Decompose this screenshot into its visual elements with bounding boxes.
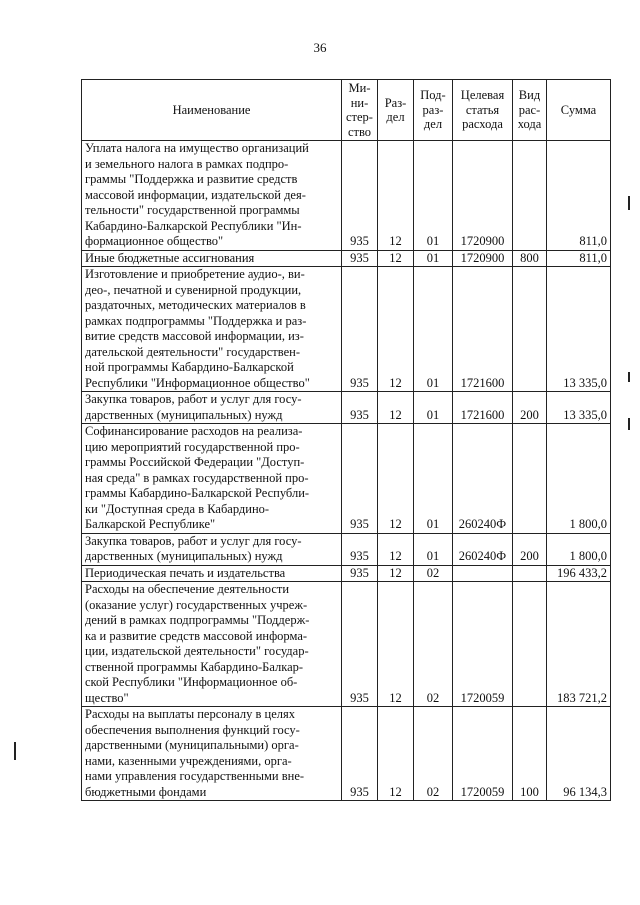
scan-mark	[628, 196, 630, 210]
row-subsection-cell: 01	[414, 533, 453, 565]
table-row	[82, 707, 611, 801]
row-name-cell: Закупка товаров, работ и услуг для госу- дарственных (муниципальных) нужд	[82, 392, 342, 424]
row-target-article-cell: 1721600	[453, 392, 513, 424]
row-ministry-cell: 935	[342, 533, 378, 565]
scan-mark	[628, 418, 630, 430]
row-target-article-cell: 1720059	[453, 582, 513, 707]
row-name-cell: Расходы на обеспечение деятельности (оказание услуг) государственных учреж- дений в рамках подпрограммы "Поддерж- ка и развитие средств массовой информа- ции, издательской деятельности" государ- ственной программы Кабардино-Балкар- ской Республики "Информационное об- щество"	[82, 582, 342, 707]
header-expense-type: Вид рас- хода	[513, 80, 547, 141]
row-expense-type-cell: 800	[513, 250, 547, 267]
row-section-cell: 12	[378, 533, 414, 565]
row-target-article-cell: 1721600	[453, 267, 513, 392]
header-name: Наименование	[82, 80, 342, 141]
row-name-cell: Изготовление и приобретение аудио-, ви- део-, печатной и сувенирной продукции, раздаточных, методических материалов в рамках подпрограммы "Поддержка и раз- витие средств массовой информации, из- дательской деятельности" государствен- ной программы Кабардино-Балкарской Республики "Информационное общество"	[82, 267, 342, 392]
row-section-cell: 12	[378, 582, 414, 707]
row-target-article-cell: 1720059	[453, 707, 513, 801]
row-sum-cell: 811,0	[547, 141, 611, 251]
table-row	[82, 392, 611, 424]
row-expense-type-cell: 100	[513, 707, 547, 801]
header-target-article: Целевая статья расхода	[453, 80, 513, 141]
row-expense-type-cell: 200	[513, 392, 547, 424]
row-expense-type-cell	[513, 267, 547, 392]
row-subsection-cell: 02	[414, 707, 453, 801]
table-header-row	[82, 80, 611, 141]
row-section-cell: 12	[378, 707, 414, 801]
row-target-article-cell	[453, 565, 513, 582]
row-name-cell: Иные бюджетные ассигнования	[82, 250, 342, 267]
row-subsection-cell: 01	[414, 250, 453, 267]
row-expense-type-cell	[513, 582, 547, 707]
table-body	[82, 141, 611, 801]
row-section-cell: 12	[378, 424, 414, 534]
row-section-cell: 12	[378, 392, 414, 424]
row-sum-cell: 13 335,0	[547, 267, 611, 392]
row-name-cell: Уплата налога на имущество организаций и земельного налога в рамках подпро- граммы "Поддержка и развитие средств массовой информации, издательской дея- тельности" государственной программы Кабардино-Балкарской Республики "Ин- формационное общество"	[82, 141, 342, 251]
table-row	[82, 267, 611, 392]
header-subsection: Под- раз- дел	[414, 80, 453, 141]
row-ministry-cell: 935	[342, 424, 378, 534]
row-expense-type-cell	[513, 565, 547, 582]
header-section: Раз- дел	[378, 80, 414, 141]
header-sum: Сумма	[547, 80, 611, 141]
row-ministry-cell: 935	[342, 707, 378, 801]
page-number: 36	[313, 40, 327, 55]
row-name-cell: Расходы на выплаты персоналу в целях обеспечения выполнения функций госу- дарственными (муниципальными) орга- нами, казенными учреждениями, орга- нами управления государственными вне- бюджетными фондами	[82, 707, 342, 801]
row-subsection-cell: 02	[414, 565, 453, 582]
row-sum-cell: 96 134,3	[547, 707, 611, 801]
header-ministry: Ми- ни- стер- ство	[342, 80, 378, 141]
row-section-cell: 12	[378, 141, 414, 251]
row-sum-cell: 13 335,0	[547, 392, 611, 424]
row-ministry-cell: 935	[342, 250, 378, 267]
row-sum-cell: 1 800,0	[547, 533, 611, 565]
table-row	[82, 424, 611, 534]
row-subsection-cell: 01	[414, 424, 453, 534]
table-row	[82, 141, 611, 251]
row-expense-type-cell	[513, 424, 547, 534]
row-name-cell: Софинансирование расходов на реализа- цию мероприятий государственной про- граммы Российской Федерации "Доступ- ная среда" в рамках государственной про- граммы Кабардино-Балкарской Республи- ки "Доступная среда в Кабардино- Балкарской Республике"	[82, 424, 342, 534]
row-subsection-cell: 01	[414, 141, 453, 251]
row-target-article-cell: 1720900	[453, 141, 513, 251]
row-name-cell: Закупка товаров, работ и услуг для госу- дарственных (муниципальных) нужд	[82, 533, 342, 565]
table-row	[82, 582, 611, 707]
row-ministry-cell: 935	[342, 141, 378, 251]
table-row	[82, 565, 611, 582]
row-ministry-cell: 935	[342, 392, 378, 424]
row-subsection-cell: 01	[414, 392, 453, 424]
scan-mark	[14, 742, 16, 760]
row-sum-cell: 183 721,2	[547, 582, 611, 707]
row-sum-cell: 1 800,0	[547, 424, 611, 534]
row-section-cell: 12	[378, 267, 414, 392]
row-subsection-cell: 02	[414, 582, 453, 707]
row-sum-cell: 196 433,2	[547, 565, 611, 582]
row-expense-type-cell: 200	[513, 533, 547, 565]
row-name-cell: Периодическая печать и издательства	[82, 565, 342, 582]
row-subsection-cell: 01	[414, 267, 453, 392]
row-section-cell: 12	[378, 250, 414, 267]
row-ministry-cell: 935	[342, 267, 378, 392]
table-row	[82, 250, 611, 267]
row-target-article-cell: 260240Ф	[453, 533, 513, 565]
budget-table	[81, 79, 611, 801]
row-ministry-cell: 935	[342, 565, 378, 582]
row-ministry-cell: 935	[342, 582, 378, 707]
row-target-article-cell: 1720900	[453, 250, 513, 267]
table-row	[82, 533, 611, 565]
scan-mark	[628, 372, 630, 382]
row-expense-type-cell	[513, 141, 547, 251]
row-target-article-cell: 260240Ф	[453, 424, 513, 534]
row-section-cell: 12	[378, 565, 414, 582]
row-sum-cell: 811,0	[547, 250, 611, 267]
